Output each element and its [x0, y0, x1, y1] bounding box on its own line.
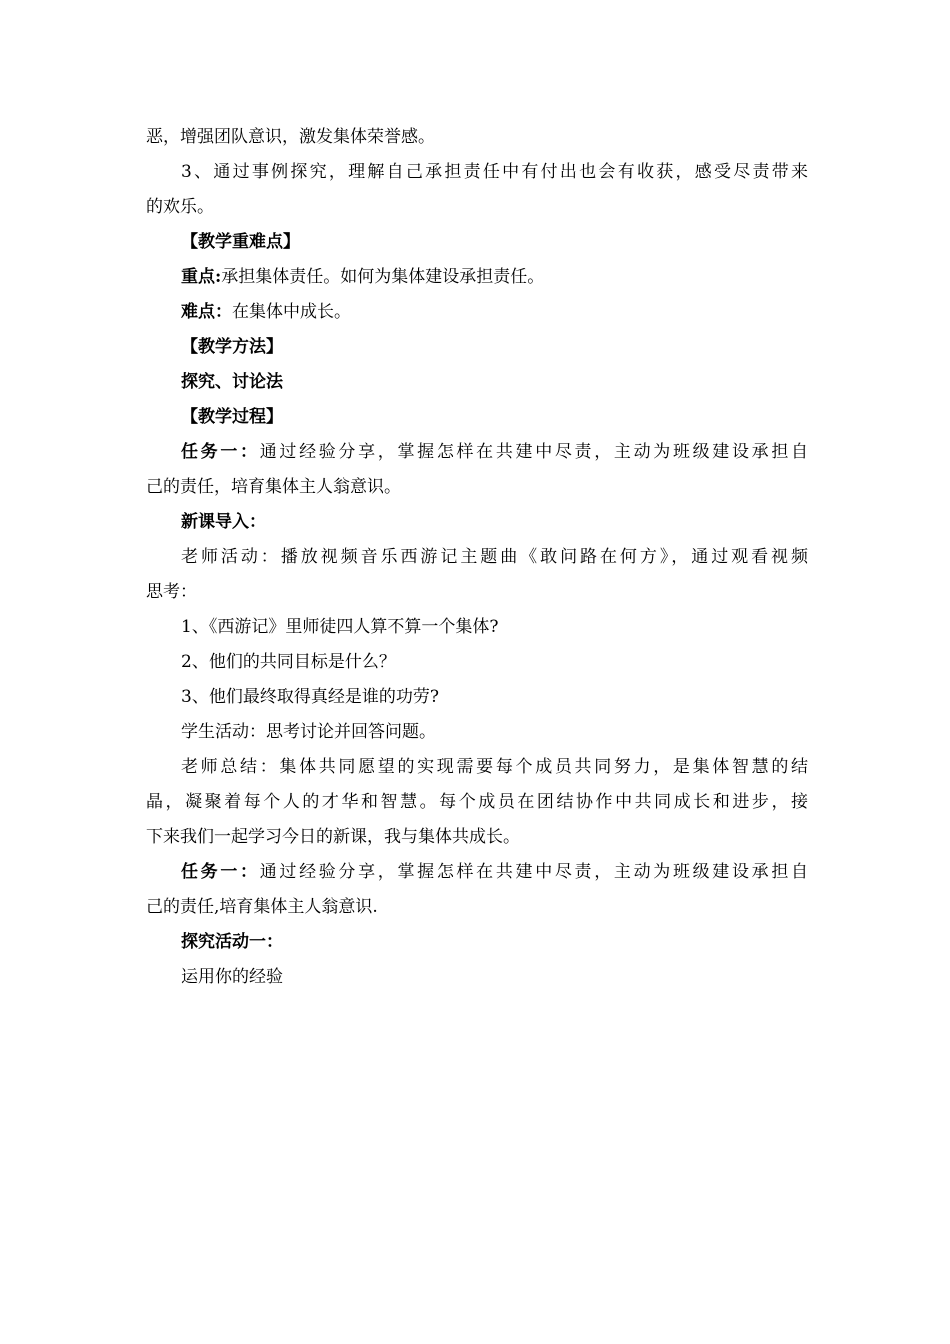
- teacher-summary-line: 老师总结：集体共同愿望的实现需要每个成员共同努力，是集体智慧的结: [181, 757, 808, 777]
- teacher-activity-line: 老师活动：播放视频音乐西游记主题曲《敢问路在何方》，通过观看视频: [181, 547, 808, 567]
- student-activity-line: 学生活动：思考讨论并回答问题。: [181, 722, 436, 742]
- methods-text: 探究、讨论法: [181, 372, 283, 392]
- section-heading-process: 【教学过程】: [181, 407, 283, 427]
- section-heading-key-points: 【教学重难点】: [181, 232, 300, 252]
- paragraph-line: 下来我们一起学习今日的新课，我与集体共成长。: [146, 827, 520, 847]
- question-item: 2、他们的共同目标是什么？: [181, 652, 396, 672]
- difficulty-line: [146, 295, 808, 330]
- paragraph-line: 运用你的经验: [181, 967, 283, 987]
- task-one-line: [146, 855, 808, 890]
- task-one-line: [146, 435, 808, 470]
- key-point-line: [146, 260, 808, 295]
- paragraph-line: 己的责任,培育集体主人翁意识.: [146, 897, 378, 917]
- task-one-text: 通过经验分享，掌握怎样在共建中尽责，主动为班级建设承担自: [259, 862, 809, 882]
- task-one-label: 任务一：: [181, 862, 260, 882]
- question-item: 3、他们最终取得真经是谁的功劳?: [181, 687, 439, 707]
- section-heading-methods: 【教学方法】: [181, 337, 283, 357]
- objective-3-line: 3、通过事例探究，理解自己承担责任中有付出也会有收获，感受尽责带来: [181, 162, 808, 182]
- key-point-label: 重点:: [181, 267, 222, 287]
- difficulty-label: 难点：: [181, 302, 232, 322]
- subheading-activity-one: 探究活动一：: [181, 932, 283, 952]
- paragraph-line: 己的责任，培育集体主人翁意识。: [146, 477, 401, 497]
- key-point-text: 承担集体责任。如何为集体建设承担责任。: [221, 267, 545, 287]
- subheading-intro: 新课导入：: [181, 512, 266, 532]
- task-one-text: 通过经验分享，掌握怎样在共建中尽责，主动为班级建设承担自: [259, 442, 809, 462]
- document-page: [146, 120, 808, 995]
- task-one-label: 任务一：: [181, 442, 260, 462]
- paragraph-line: 晶，凝聚着每个人的才华和智慧。每个成员在团结协作中共同成长和进步，接: [146, 792, 808, 812]
- paragraph-line: 恶，增强团队意识，激发集体荣誉感。: [146, 127, 435, 147]
- difficulty-text: 在集体中成长。: [232, 302, 351, 322]
- paragraph-line: 的欢乐。: [146, 197, 214, 217]
- paragraph-line: 思考：: [146, 582, 197, 602]
- question-item: 1、《西游记》里师徒四人算不算一个集体?: [181, 617, 499, 637]
